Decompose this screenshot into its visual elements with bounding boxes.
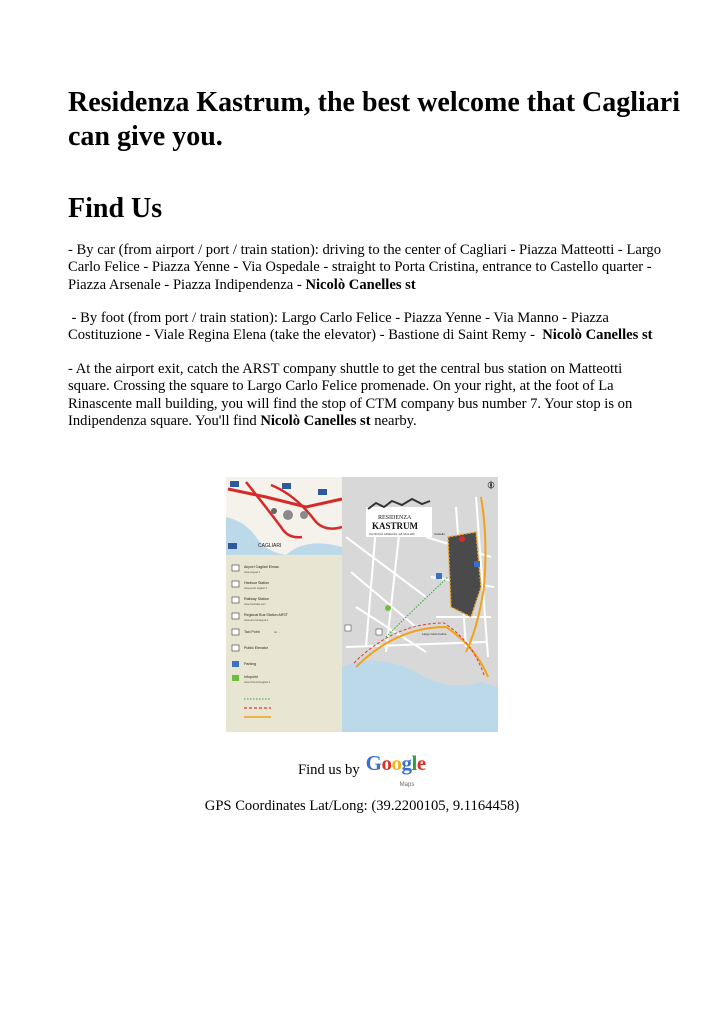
logo-letter: G: [365, 751, 382, 775]
legend-item: Regional Bus Station ARST: [244, 613, 288, 617]
brand-line1: RESIDENZA: [378, 515, 412, 521]
legend-item: Parking: [244, 662, 257, 666]
street-label: Castello: [434, 532, 445, 536]
logo-subtitle: Maps: [399, 782, 415, 788]
legend-item: Airport Cagliari Elmas: [244, 565, 279, 569]
legend-item: Infopoint: [244, 675, 258, 679]
bus-directions-text: - At the airport exit, catch the ARST company shuttle to get the central bus station on Matteotti square. Crossing the square to Largo Carlo Felice promenade. On your right, at the foot of La Rinascente mall building, you will find the stop of CTM company bus number 7. Your stop is on Indipendenza square. You'll find: [68, 361, 633, 429]
legend-item: Harbour Station: [244, 581, 270, 585]
find-us-label: Find us by: [298, 762, 360, 778]
legend-item-sub: www.arst.sardegna.it: [244, 619, 269, 622]
bus-directions-end: nearby.: [370, 412, 417, 429]
foot-directions-text: - By foot (from port / train station): Largo Carlo Felice - Piazza Yenne - Via Manno - Piazza Costituzione - Viale Regina Elena (take the elevator) - Bastione di Saint Remy -: [68, 310, 613, 344]
legend-item-sub: www.sogaer.it: [244, 571, 261, 574]
legend-item-sub: www.infopointcagliari.it: [244, 681, 271, 684]
page-title: Residenza Kastrum, the best welcome that Cagliari can give you.: [68, 87, 681, 152]
logo-letter: e: [416, 751, 426, 775]
legend-item: Taxi Point: [244, 630, 260, 634]
legend-item: Railway Station: [244, 597, 269, 601]
location-map: [226, 477, 498, 732]
directions-by-foot: [68, 310, 664, 345]
city-label: CAGLIARI: [258, 543, 282, 549]
legend-item: Public Elevator: [244, 646, 268, 650]
logo-letter: g: [401, 751, 412, 775]
section-heading-find-us: Find Us: [68, 193, 163, 224]
directions-by-bus: [68, 361, 664, 430]
directions-by-car: [68, 242, 664, 294]
logo-letter: l: [411, 751, 417, 775]
find-us-by-google: [298, 748, 434, 788]
legend-item-sub: www.porto.cagliari.it: [244, 587, 268, 590]
foot-destination: Nicolò Canelles st: [542, 327, 653, 344]
google-maps-logo[interactable]: [365, 748, 434, 788]
logo-letter: o: [381, 751, 392, 775]
car-destination: Nicolò Canelles st: [305, 276, 416, 293]
street-label: Largo Carlo Felice: [422, 632, 447, 636]
google-wordmark: [366, 748, 426, 778]
brand-line2: KASTRUM: [372, 521, 419, 531]
gps-coordinates: GPS Coordinates Lat/Long: (39.2200105, 9.1164458): [204, 798, 520, 814]
brand-address: VIA NICOLÒ CANELLES, 115 CAGLIARI: [369, 533, 415, 536]
legend-item-sub: www.trenitalia.com: [244, 603, 266, 606]
logo-letter: o: [391, 751, 402, 775]
legend-item-sub: tel. ...: [274, 631, 281, 634]
car-directions-text: - By car (from airport / port / train station): driving to the center of Cagliari - Piazza Matteotti - Largo Carlo Felice - Piazza Yenne - Via Ospedale - straight to Porta Cristina, entrance to Castello quarter - Piazza Arsenale - Piazza Indipendenza -: [68, 242, 662, 293]
bus-destination: Nicolò Canelles st: [260, 412, 371, 429]
